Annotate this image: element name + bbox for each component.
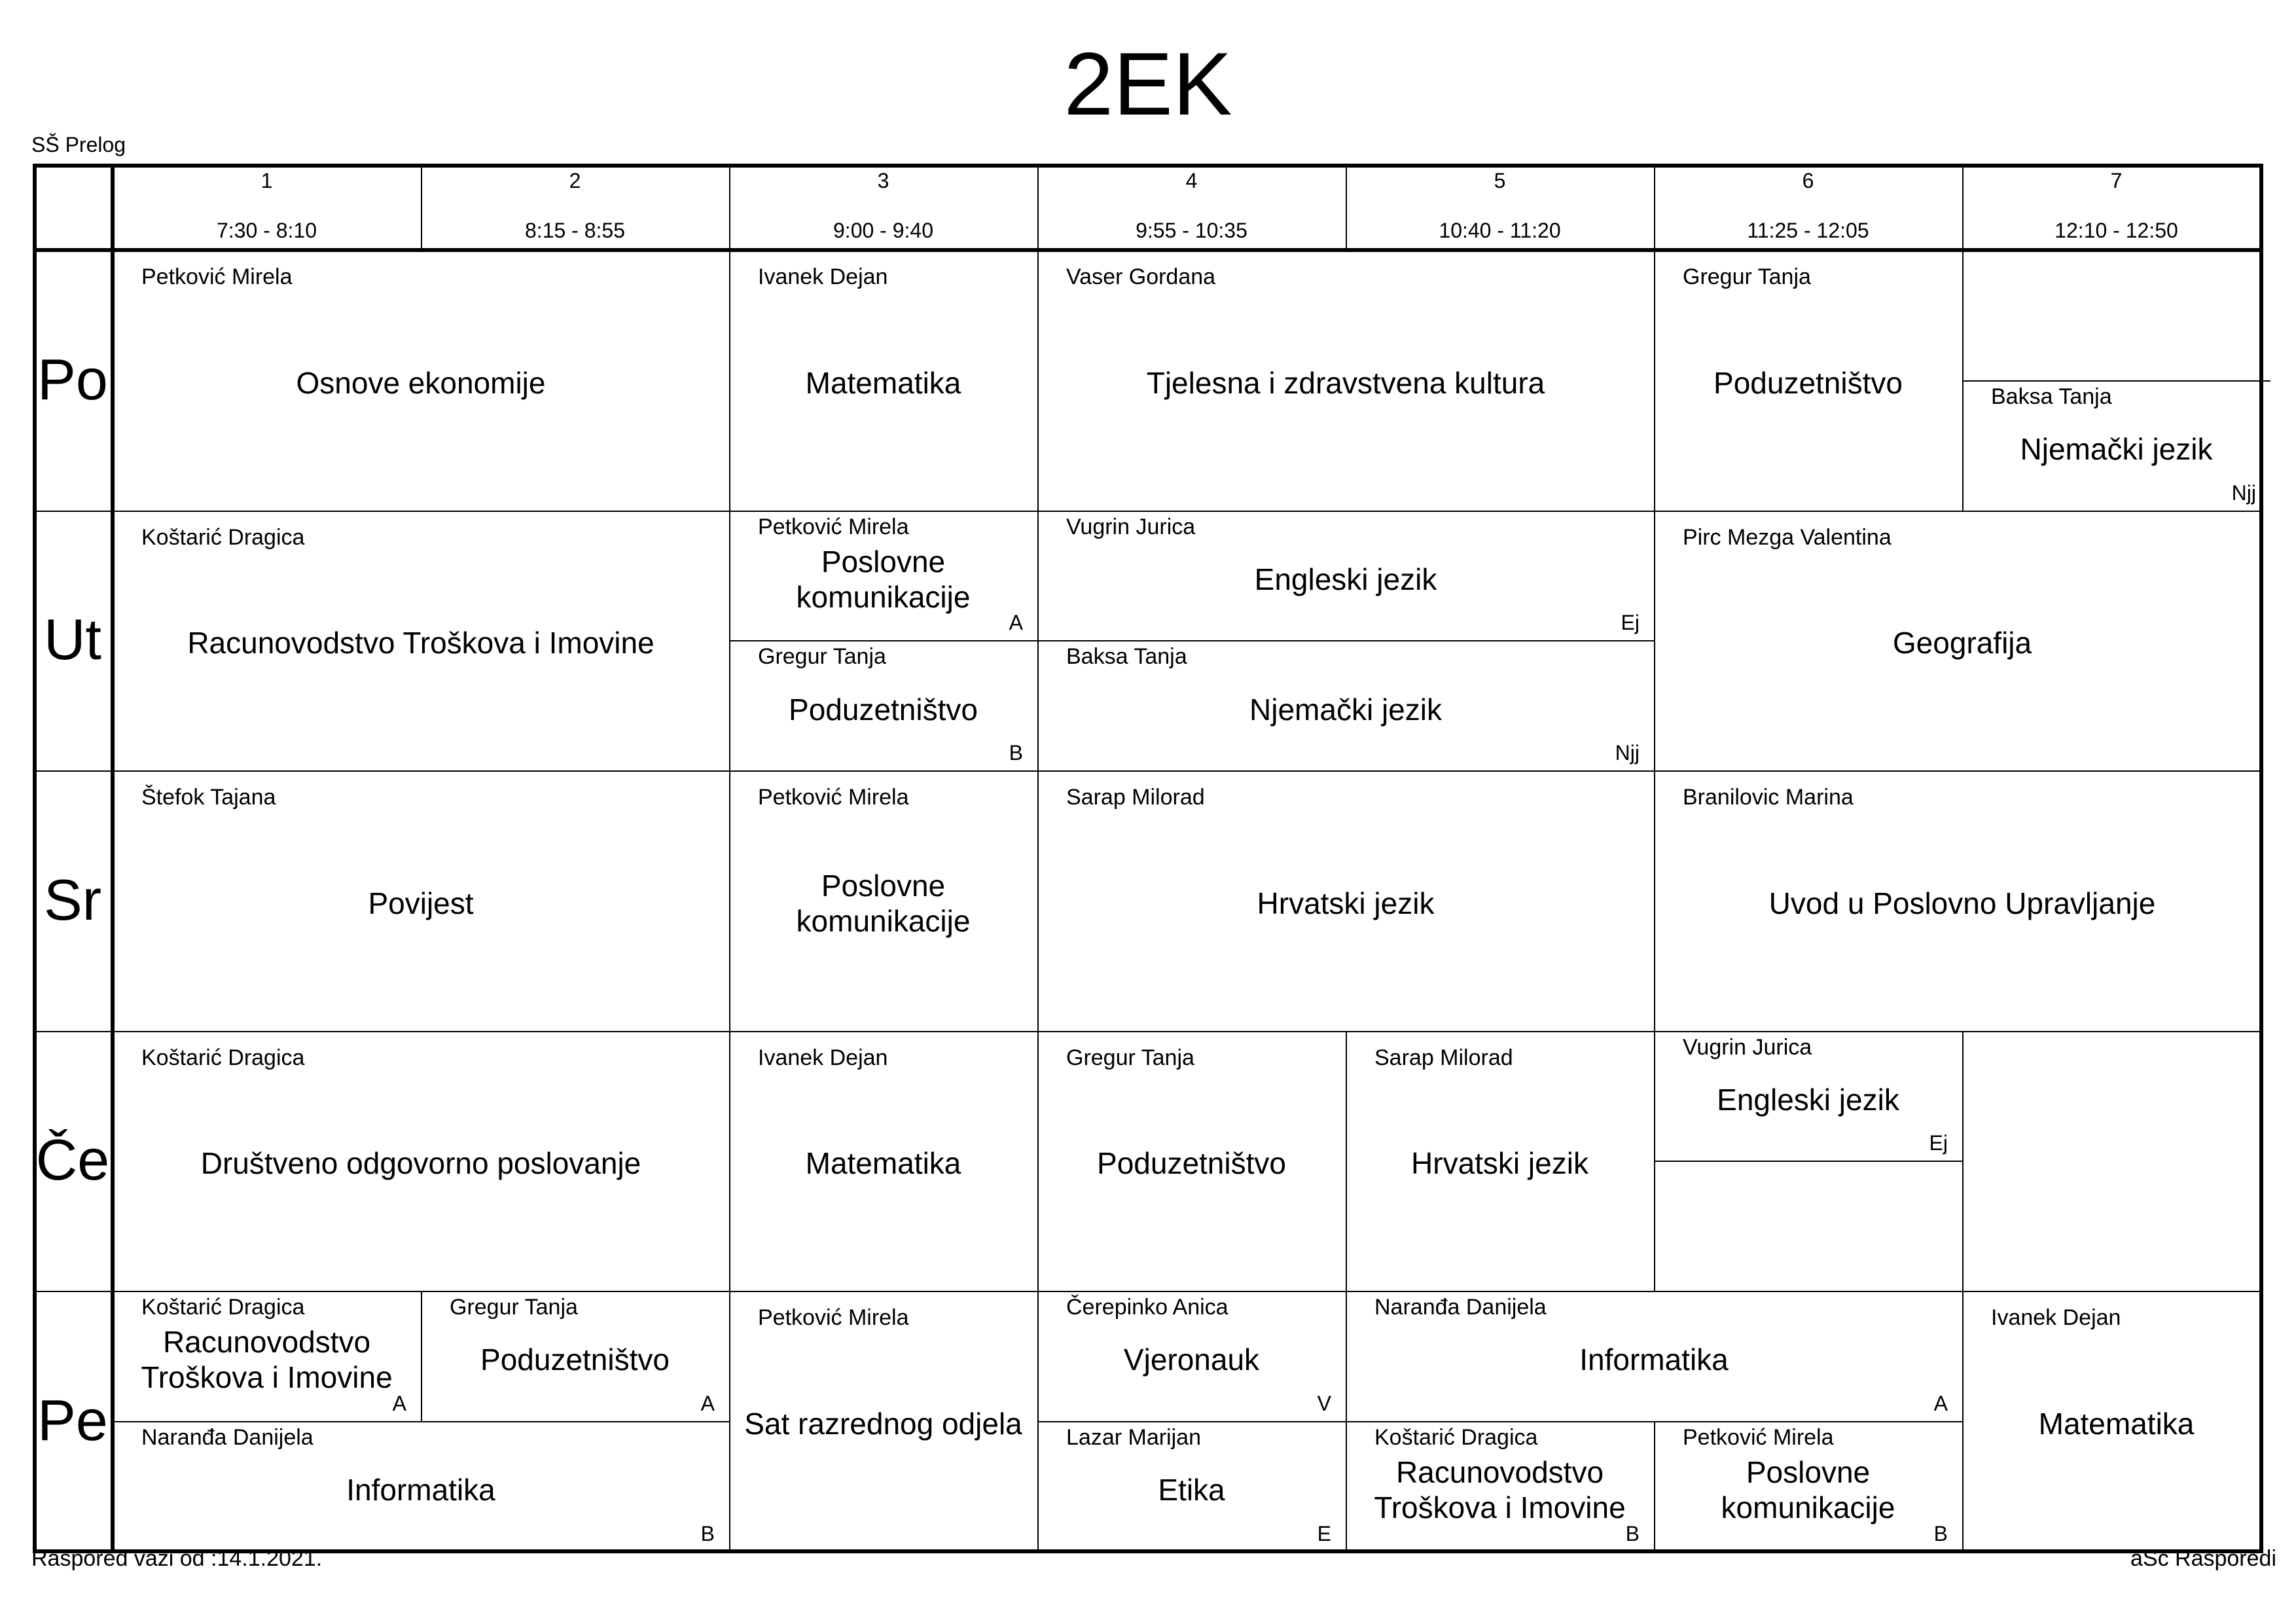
lesson-subject: Uvod u Poslovno Upravljanje bbox=[1768, 886, 2156, 920]
lesson-subject: Poduzetništvo bbox=[789, 692, 978, 727]
period-number: 7 bbox=[2110, 169, 2123, 192]
lesson-group: E bbox=[1317, 1521, 1331, 1545]
lesson-subject: Engleski jezik bbox=[1254, 562, 1437, 596]
lesson-teacher: Koštarić Dragica bbox=[141, 524, 305, 550]
lesson-teacher: Ivanek Dejan bbox=[1991, 1305, 2121, 1330]
lesson-teacher: Petković Mirela bbox=[1683, 1424, 1834, 1450]
period-number: 4 bbox=[1185, 169, 1198, 192]
half-divider bbox=[1654, 1421, 1962, 1422]
lesson-teacher: Baksa Tanja bbox=[1991, 384, 2112, 409]
lesson-subject: Društveno odgovorno poslovanje bbox=[200, 1146, 641, 1181]
lesson-cell bbox=[1037, 770, 1654, 1031]
half-divider bbox=[729, 640, 1037, 641]
lesson-cell bbox=[1654, 1031, 1962, 1161]
period-time: 11:25 - 12:05 bbox=[1747, 219, 1869, 242]
lesson-teacher: Petković Mirela bbox=[758, 1305, 909, 1330]
lesson-teacher: Naranđa Danijela bbox=[1374, 1295, 1547, 1320]
lesson-subject: Poslovne komunikacije bbox=[796, 868, 971, 938]
lesson-cell bbox=[113, 1291, 421, 1421]
day-label: Po bbox=[37, 346, 108, 412]
cell-separator bbox=[1962, 1031, 1964, 1291]
lesson-teacher: Čerepinko Anica bbox=[1066, 1295, 1229, 1320]
lesson-subject: Informatika bbox=[346, 1473, 495, 1507]
lesson-subject: Matematika bbox=[805, 1146, 961, 1181]
lesson-cell bbox=[1037, 1291, 1346, 1421]
lesson-cell bbox=[113, 1031, 729, 1291]
lesson-cell bbox=[1962, 380, 2270, 511]
lesson-teacher: Gregur Tanja bbox=[450, 1295, 578, 1320]
lesson-cell bbox=[729, 511, 1037, 641]
lesson-subject: Hrvatski jezik bbox=[1411, 1146, 1588, 1181]
lesson-cell bbox=[1037, 1031, 1346, 1291]
period-time: 8:15 - 8:55 bbox=[525, 219, 625, 242]
period-number: 6 bbox=[1802, 169, 1814, 192]
lesson-teacher: Vugrin Jurica bbox=[1066, 514, 1196, 539]
lesson-teacher: Ivanek Dejan bbox=[758, 264, 888, 289]
lesson-subject: Njemački jezik bbox=[1249, 692, 1442, 727]
lesson-subject: Poslovne komunikacije bbox=[796, 544, 971, 614]
lesson-cell bbox=[1654, 1421, 1962, 1551]
half-divider bbox=[1346, 1421, 1654, 1422]
lesson-subject: Poduzetništvo bbox=[1097, 1146, 1286, 1181]
lesson-subject: Hrvatski jezik bbox=[1257, 886, 1435, 920]
day-label: Ut bbox=[44, 607, 101, 672]
lesson-teacher: Gregur Tanja bbox=[1683, 264, 1811, 289]
lesson-subject: Informatika bbox=[1579, 1343, 1729, 1377]
lesson-teacher: Gregur Tanja bbox=[758, 644, 886, 670]
lesson-cell bbox=[729, 640, 1037, 770]
lesson-subject: Tjelesna i zdravstvena kultura bbox=[1146, 365, 1545, 400]
lesson-subject: Osnove ekonomije bbox=[296, 365, 546, 400]
half-divider bbox=[1962, 380, 2270, 382]
lesson-teacher: Pirc Mezga Valentina bbox=[1683, 524, 1892, 550]
lesson-group: A bbox=[1933, 1391, 1948, 1415]
lesson-subject: Engleski jezik bbox=[1717, 1082, 1899, 1117]
lesson-subject: Poduzetništvo bbox=[1713, 365, 1903, 400]
lesson-cell bbox=[729, 770, 1037, 1031]
day-label: Če bbox=[35, 1127, 110, 1193]
lesson-cell bbox=[1346, 1031, 1654, 1291]
lesson-cell bbox=[113, 770, 729, 1031]
lesson-group: Ej bbox=[1621, 611, 1640, 635]
cell-separator bbox=[1962, 250, 1964, 380]
lesson-cell bbox=[1037, 1421, 1346, 1551]
lesson-cell bbox=[729, 1291, 1037, 1551]
lesson-subject: Poslovne komunikacije bbox=[1721, 1455, 1895, 1525]
lesson-group: V bbox=[1317, 1391, 1331, 1415]
lesson-cell bbox=[421, 1291, 729, 1421]
lesson-subject: Matematika bbox=[2038, 1406, 2195, 1441]
period-time: 9:55 - 10:35 bbox=[1136, 219, 1247, 242]
lesson-teacher: Petković Mirela bbox=[758, 785, 909, 810]
period-time: 10:40 - 11:20 bbox=[1439, 219, 1561, 242]
half-divider bbox=[113, 1421, 729, 1422]
period-number: 5 bbox=[1494, 169, 1506, 192]
lesson-group: Njj bbox=[1615, 741, 1640, 765]
lesson-cell bbox=[113, 1421, 729, 1551]
period-number: 3 bbox=[877, 169, 889, 192]
lesson-group: B bbox=[1933, 1521, 1948, 1545]
lesson-subject: Geografija bbox=[1892, 626, 2032, 660]
generator-credit: aSc Rasporedi bbox=[2130, 1546, 2276, 1571]
lesson-cell bbox=[113, 511, 729, 771]
lesson-subject: Racunovodstvo Troškova i Imovine bbox=[141, 1325, 393, 1395]
lesson-teacher: Sarap Milorad bbox=[1374, 1045, 1513, 1070]
lesson-cell bbox=[1037, 511, 1654, 641]
lesson-cell bbox=[1962, 1291, 2270, 1551]
lesson-teacher: Ivanek Dejan bbox=[758, 1045, 888, 1070]
lesson-cell bbox=[729, 1031, 1037, 1291]
lesson-teacher: Sarap Milorad bbox=[1066, 785, 1205, 810]
period-number: 2 bbox=[569, 169, 581, 192]
lesson-teacher: Štefok Tajana bbox=[141, 785, 276, 810]
period-time: 7:30 - 8:10 bbox=[217, 219, 317, 242]
lesson-subject: Matematika bbox=[805, 365, 961, 400]
lesson-group: A bbox=[700, 1391, 715, 1415]
valid-from-note: Raspored važi od :14.1.2021. bbox=[31, 1546, 323, 1571]
lesson-cell bbox=[1346, 1421, 1654, 1551]
lesson-group: Ej bbox=[1929, 1131, 1948, 1155]
day-label: Sr bbox=[44, 867, 101, 932]
lesson-teacher: Koštarić Dragica bbox=[141, 1045, 305, 1070]
half-divider bbox=[1654, 1161, 1962, 1162]
lesson-subject: Povijest bbox=[368, 886, 474, 920]
lesson-group: A bbox=[1009, 611, 1023, 635]
lesson-subject: Racunovodstvo Troškova i Imovine bbox=[187, 626, 655, 660]
lesson-teacher: Petković Mirela bbox=[758, 514, 909, 539]
lesson-group: B bbox=[1625, 1521, 1640, 1545]
lesson-group: A bbox=[392, 1391, 406, 1415]
lesson-teacher: Baksa Tanja bbox=[1066, 644, 1187, 670]
period-number: 1 bbox=[260, 169, 273, 192]
lesson-subject: Poduzetništvo bbox=[480, 1343, 670, 1377]
lesson-teacher: Petković Mirela bbox=[141, 264, 293, 289]
lesson-cell bbox=[1346, 1291, 1962, 1421]
lesson-teacher: Gregur Tanja bbox=[1066, 1045, 1194, 1070]
lesson-cell bbox=[1654, 511, 2270, 771]
lesson-group: B bbox=[700, 1521, 715, 1545]
lesson-group: Njj bbox=[2231, 480, 2256, 505]
period-time: 9:00 - 9:40 bbox=[833, 219, 933, 242]
lesson-subject: Sat razrednog odjela bbox=[744, 1406, 1022, 1441]
lesson-cell bbox=[1037, 640, 1654, 770]
lesson-cell bbox=[113, 250, 729, 511]
lesson-teacher: Lazar Marijan bbox=[1066, 1424, 1201, 1450]
lesson-subject: Njemački jezik bbox=[2020, 432, 2213, 467]
school-name: SŠ Prelog bbox=[31, 133, 126, 156]
day-label: Pe bbox=[37, 1387, 108, 1453]
lesson-teacher: Vugrin Jurica bbox=[1683, 1034, 1812, 1060]
lesson-teacher: Koštarić Dragica bbox=[141, 1295, 305, 1320]
lesson-cell bbox=[1654, 250, 1962, 511]
lesson-subject: Racunovodstvo Troškova i Imovine bbox=[1374, 1455, 1626, 1525]
lesson-teacher: Koštarić Dragica bbox=[1374, 1424, 1538, 1450]
half-divider bbox=[1037, 640, 1654, 641]
page-title: 2EK bbox=[1064, 34, 1232, 134]
lesson-cell bbox=[1654, 770, 2270, 1031]
lesson-teacher: Naranđa Danijela bbox=[141, 1424, 314, 1450]
lesson-teacher: Branilovic Marina bbox=[1683, 785, 1854, 810]
lesson-subject: Vjeronauk bbox=[1123, 1343, 1260, 1377]
lesson-cell bbox=[729, 250, 1037, 511]
period-time: 12:10 - 12:50 bbox=[2054, 219, 2178, 242]
lesson-subject: Etika bbox=[1158, 1473, 1225, 1507]
lesson-cell bbox=[1037, 250, 1654, 511]
lesson-teacher: Vaser Gordana bbox=[1066, 264, 1216, 289]
lesson-group: B bbox=[1009, 741, 1023, 765]
grid-border-top bbox=[33, 164, 2263, 168]
half-divider bbox=[1037, 1421, 1346, 1422]
